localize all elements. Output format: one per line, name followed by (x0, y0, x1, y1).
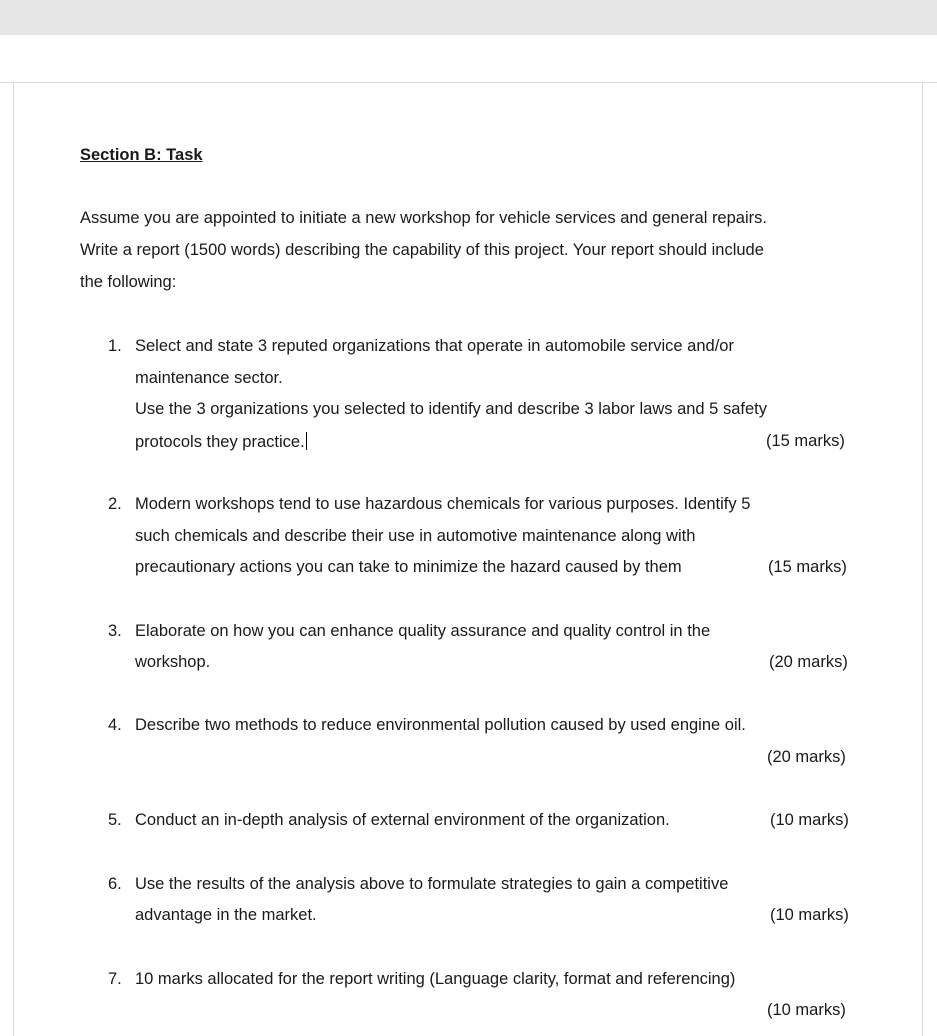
item-number-1: 1. (108, 337, 122, 355)
item-number-4: 4. (108, 716, 122, 734)
item-1-line-4-text: protocols they practice. (135, 433, 305, 451)
item-number-5: 5. (108, 811, 122, 829)
item-2-line-2: such chemicals and describe their use in automotive maintenance along with (135, 527, 696, 545)
item-number-7: 7. (108, 970, 122, 988)
item-6-line-1: Use the results of the analysis above to formulate strategies to gain a competitive (135, 875, 729, 893)
item-7-line-1: 10 marks allocated for the report writing (Language clarity, format and referencing) (135, 970, 736, 988)
item-1-marks: (15 marks) (766, 432, 845, 450)
item-1-line-3: Use the 3 organizations you selected to identify and describe 3 labor laws and 5 safety (135, 400, 767, 418)
item-number-2: 2. (108, 495, 122, 513)
item-1-line-1: Select and state 3 reputed organizations that operate in automobile service and/or (135, 337, 734, 355)
intro-line-3: the following: (80, 273, 177, 291)
item-3-marks: (20 marks) (769, 653, 848, 671)
item-number-3: 3. (108, 622, 122, 640)
item-6-line-2: advantage in the market. (135, 906, 317, 924)
item-5-marks: (10 marks) (770, 811, 849, 829)
section-title: Section B: Task (80, 146, 203, 164)
intro-line-1: Assume you are appointed to initiate a new workshop for vehicle services and general repairs. (80, 209, 767, 227)
intro-line-2: Write a report (1500 words) describing the capability of this project. Your report should include (80, 241, 764, 259)
item-4-line-1: Describe two methods to reduce environmental pollution caused by used engine oil. (135, 716, 746, 734)
item-7-marks: (10 marks) (767, 1001, 846, 1019)
item-3-line-1: Elaborate on how you can enhance quality assurance and quality control in the (135, 622, 711, 640)
text-cursor (306, 432, 307, 450)
item-number-6: 6. (108, 875, 122, 893)
item-2-line-1: Modern workshops tend to use hazardous chemicals for various purposes. Identify 5 (135, 495, 751, 513)
item-5-line-1: Conduct an in-depth analysis of external environment of the organization. (135, 811, 670, 829)
item-1-line-2: maintenance sector. (135, 369, 283, 387)
window-top-bar (0, 0, 937, 35)
item-2-marks: (15 marks) (768, 558, 847, 576)
document-page[interactable] (13, 83, 923, 1036)
toolbar-area (0, 35, 937, 83)
item-6-marks: (10 marks) (770, 906, 849, 924)
item-4-marks: (20 marks) (767, 748, 846, 766)
item-1-line-4 (135, 432, 307, 452)
item-2-line-3: precautionary actions you can take to minimize the hazard caused by them (135, 558, 682, 576)
item-3-line-2: workshop. (135, 653, 211, 671)
